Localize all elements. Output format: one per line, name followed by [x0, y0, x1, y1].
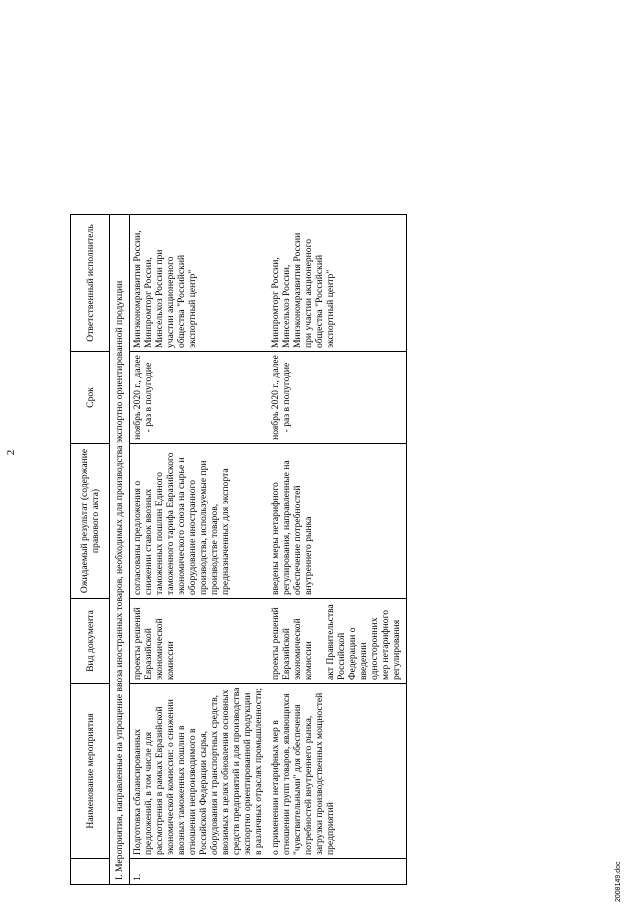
row-executor: Минпромторг России, Минсельхоз России, Минэкономразвития России при участии акционерного общества "Российский экспортный центр" — [268, 215, 407, 352]
row-doc-type: проекты решений Евразийской экономической комиссии — [130, 599, 269, 684]
table-header-row — [71, 215, 110, 885]
row-executor: Минэкономразвития России, Минпромторг России, Минсельхоз России при участии акционерного общества "Российский экспортный центр" — [130, 215, 269, 352]
table-row — [268, 215, 407, 885]
row-result: введены меры нетарифного регулирования, направленные на обеспечение потребностей внутреннего рынка — [268, 444, 407, 599]
row-doc-type: проекты решений Евразийской экономической комиссии — [270, 607, 314, 680]
header-num — [71, 859, 110, 885]
row-number: 1. — [130, 859, 269, 885]
row-number — [268, 859, 407, 885]
document-code: 2008149.doc — [615, 861, 622, 902]
header-doc-type: Вид документа — [71, 599, 110, 684]
header-result: Ожидаемый результат (содержание правового акта) — [71, 444, 110, 599]
row-name: Подготовка сбалансированных предложений, в том числе для рассмотрения в рамках Евразийской экономической комиссии: о снижении ввозных таможенных пошлин в отношении непроизводимого в Российской Федерации сырья, оборудования и транспортных средств, ввозимых в целях обновления основных средств предприятий и для производства экспортно ориентированной продукции в различных отраслях промышленности; — [130, 684, 269, 859]
header-executor: Ответственный исполнитель — [71, 215, 110, 352]
header-term: Срок — [71, 352, 110, 444]
header-name: Наименование мероприятия — [71, 684, 110, 859]
row-term: ноябрь 2020 г., далее - раз в полугодие — [130, 352, 269, 444]
row-result: согласованы предложения о снижении ставок ввозных таможенных пошлин Единого таможенного тарифа Евразийского экономического союза на сырье и оборудование иностранного производства, используемые при производстве товаров, предназначенных для экспорта — [130, 444, 269, 599]
row-term: ноябрь 2020 г., далее - раз в полугодие — [268, 352, 407, 444]
table-row — [130, 215, 269, 885]
section-title: I. Мероприятия, направленные на упрощение ввоза иностранных товаров, необходимых для производства экспортно ориентированной продукции — [110, 215, 130, 885]
row-doc-type-cell — [268, 599, 407, 684]
section-row — [110, 215, 130, 885]
row-name: о применении нетарифных мер в отношении групп товаров, являющихся "чувствительными" для обеспечения потребностей внутреннего рынка, загрузки производственных мощностей предприятий — [268, 684, 407, 859]
measures-table — [70, 214, 407, 885]
page-number: 2 — [5, 449, 17, 456]
row-doc-type-2: акт Правительства Российской Федерации о введении односторонних мер нетарифного регулирования — [325, 604, 402, 680]
